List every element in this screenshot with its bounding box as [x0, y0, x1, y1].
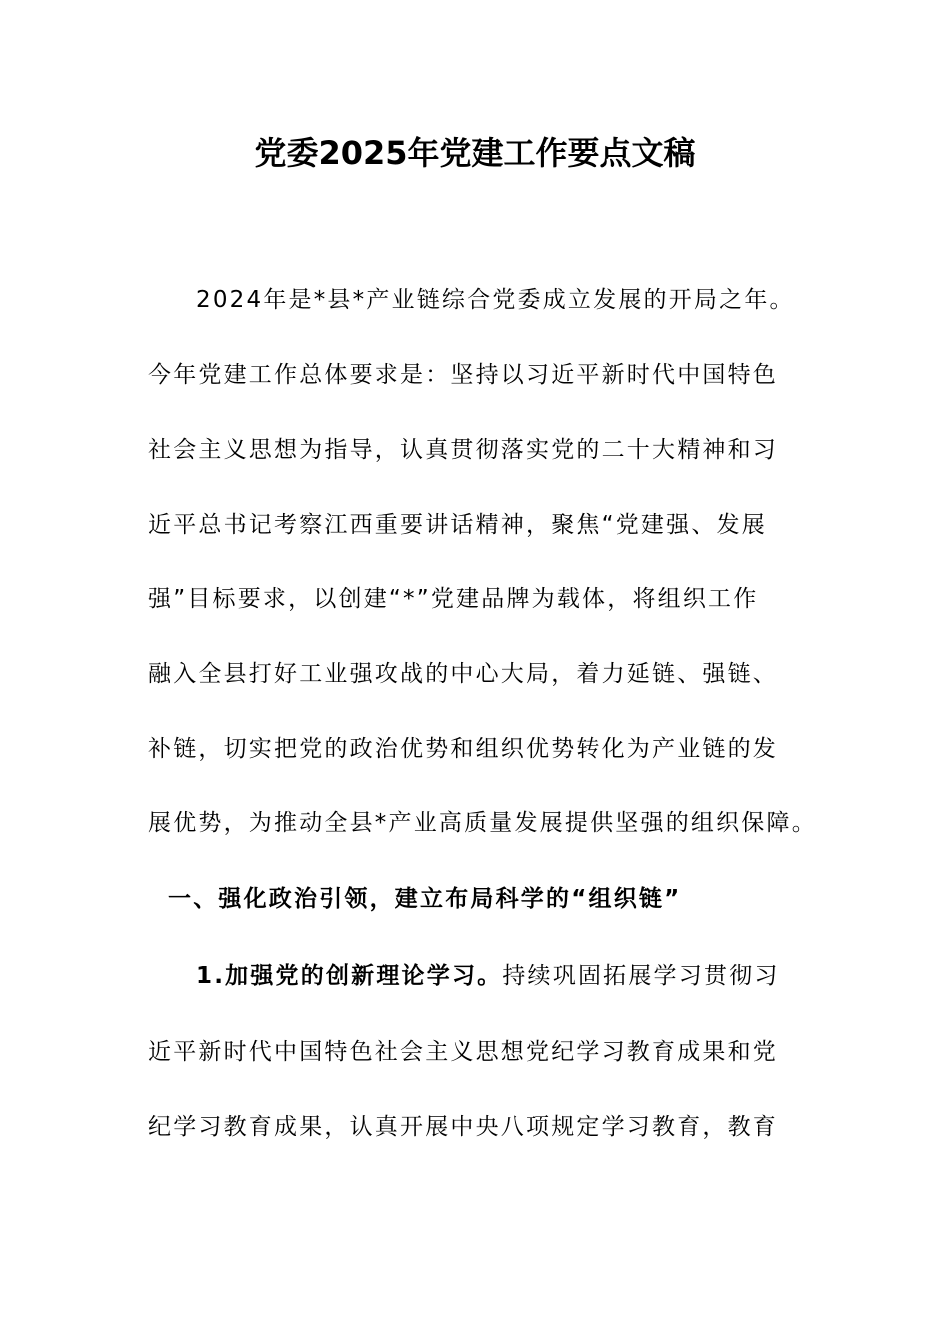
intro-line-8: 展优势，为推动全县*产业高质量发展提供坚强的组织保障。: [148, 810, 817, 836]
intro-line-1: 2024年是*县*产业链综合党委成立发展的开局之年。: [196, 287, 795, 313]
intro-line-6: 融入全县打好工业强攻战的中心大局，着力延链、强链、: [148, 661, 778, 687]
item-1-first-line: [196, 960, 876, 992]
intro-line-4: 近平总书记考察江西重要讲话精神，聚焦“党建强、发展: [148, 512, 767, 538]
item-1-line-2: 近平新时代中国特色社会主义思想党纪学习教育成果和党: [148, 1039, 778, 1065]
item-1-lead: 1.加强党的创新理论学习。: [196, 963, 503, 989]
intro-line-7: 补链，切实把党的政治优势和组织优势转化为产业链的发: [148, 736, 778, 762]
intro-line-3: 社会主义思想为指导，认真贯彻落实党的二十大精神和习: [148, 437, 778, 463]
page-title: 党委2025年党建工作要点文稿: [254, 134, 696, 172]
item-1-line-3: 纪学习教育成果，认真开展中央八项规定学习教育，教育: [148, 1114, 778, 1140]
intro-line-5: 强”目标要求，以创建“*”党建品牌为载体，将组织工作: [148, 586, 759, 612]
section-heading-1: 一、强化政治引领，建立布局科学的“组织链”: [168, 886, 682, 912]
item-1-rest: 持续巩固拓展学习贯彻习: [502, 963, 780, 989]
intro-line-2: 今年党建工作总体要求是：坚持以习近平新时代中国特色: [148, 362, 778, 388]
